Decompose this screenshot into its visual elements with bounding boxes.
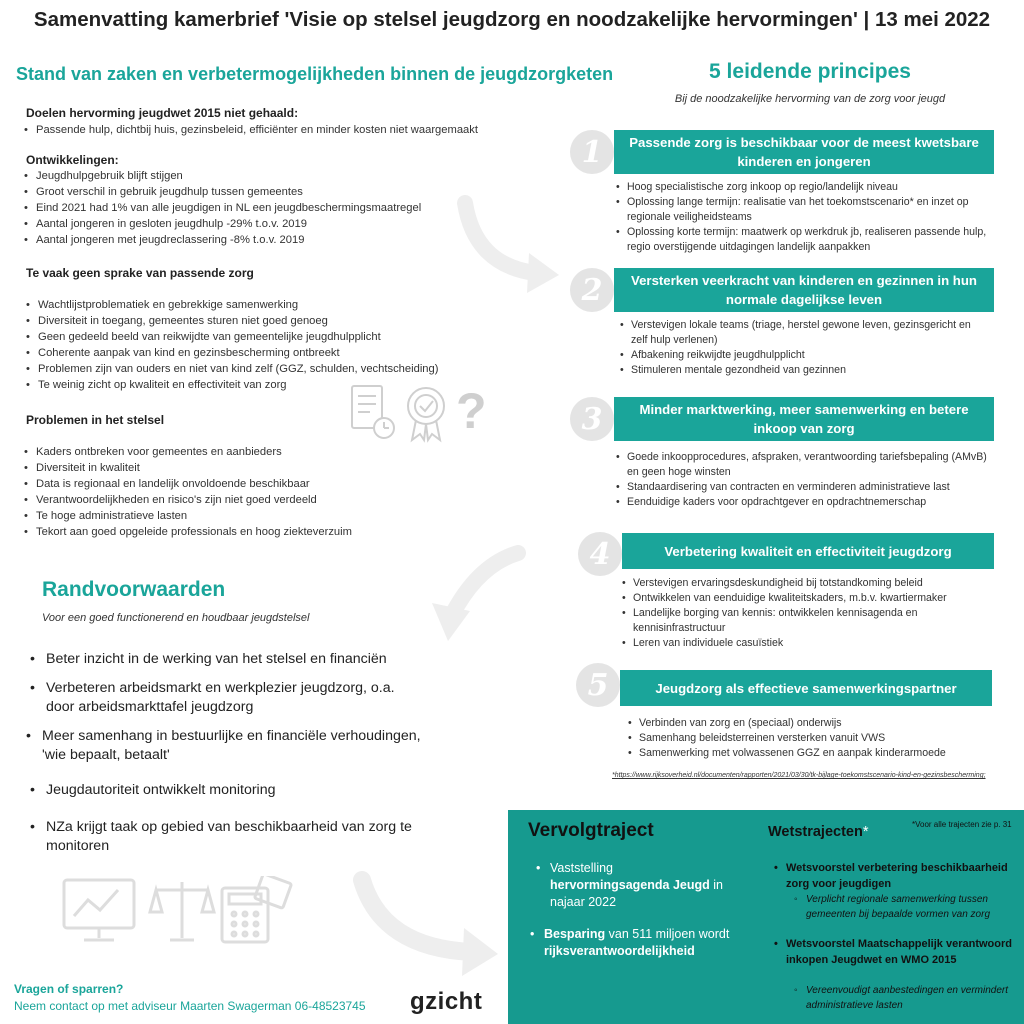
wet-item-2: • Wetsvoorstel Maatschappelijk verantwoord inkopen Jeugdwet en WMO 2015 [774,936,1014,968]
principle-number-3: 3 [570,397,614,441]
list-randvoorwaarden-4 [30,781,450,800]
list-item: • Diversiteit in toegang, gemeentes sturen niet goed genoeg [24,313,438,329]
vervolg-item-2-mid: van 511 miljoen wordt [608,927,730,941]
principle-list-1 [614,180,994,255]
list-item: • Geen gedeeld beeld van reikwijdte van gemeentelijke jeugdhulpplicht [24,329,438,345]
vervolg-item-1 [536,860,746,911]
principle-number-2: 2 [570,268,614,312]
list-item: • Aantal jongeren in gesloten jeugdhulp -29% t.o.v. 2019 [22,216,421,232]
scales-icon [150,882,214,940]
principle-number-5: 5 [576,663,620,707]
list-item: • Verstevigen lokale teams (triage, herstel gewone leven, gezinsgericht en zelf hulp verlenen) [618,318,988,348]
list-item: • Verbinden van zorg en (speciaal) onderwijs [626,716,992,731]
list-item: • NZa krijgt taak op gebied van beschikbaarheid van zorg te monitoren [30,818,440,856]
list-item: • Samenhang beleidsterreinen versterken vanuit VWS [626,731,992,746]
list-item: • Goede inkoopprocedures, afspraken, verantwoording tariefsbepaling (AMvB) en geen hoge winsten [614,450,994,480]
wet-item-1: • Wetsvoorstel verbetering beschikbaarheid zorg voor jeugdigen [774,860,1014,892]
question-mark-icon [456,383,487,439]
list-item: • Oplossing korte termijn: maatwerk op werkdruk jb, realiseren passende hulp, regio overstijgende uitdagingen landelijk aanpakken [614,225,994,255]
wet-item-1-sub: ◦ Verplicht regionale samenwerking tussen gemeenten bij bepaalde vormen van zorg [794,892,1014,922]
section-heading-ontwikkelingen: Ontwikkelingen: [26,153,119,167]
list-item: • Aantal jongeren met jeugdreclassering -8% t.o.v. 2019 [22,232,421,248]
section-heading-stelsel: Problemen in het stelsel [26,413,165,427]
principle-title-2: Versterken veerkracht van kinderen en gezinnen in hun normale dagelijkse leven [614,268,994,312]
principle-list-4 [620,576,990,651]
list-item: • Te hoge administratieve lasten [22,508,352,524]
principle-list-3 [614,450,994,510]
list-randvoorwaarden [30,650,450,669]
principle-list-5 [626,716,992,761]
list-doelen [22,122,478,138]
curved-arrow-icon [352,868,502,978]
contact-heading: Vragen of sparren? [14,982,124,996]
list-item: • Jeugdhulpgebruik blijft stijgen [22,168,421,184]
svg-text:?: ? [456,383,487,439]
vervolg-item-2-bold1: Besparing [544,927,606,941]
curved-arrow-icon [455,195,565,295]
principle-title-4: Verbetering kwaliteit en effectiviteit jeugdzorg [622,533,994,569]
wet-item-2-sub: ◦ Vereenvoudigt aanbestedingen en vermindert administratieve lasten [794,983,1014,1013]
list-randvoorwaarden-3 [26,727,446,765]
list-item: • Data is regionaal en landelijk onvoldoende beschikbaar [22,476,352,492]
list-item: • Meer samenhang in bestuurlijke en financiële verhoudingen, 'wie bepaalt, betaalt' [26,727,446,765]
wetstrajecten-title-text: Wetstrajecten [768,824,863,840]
list-ontwikkelingen [22,168,421,248]
list-item: • Afbakening reikwijdte jeugdhulpplicht [618,348,988,363]
list-stelsel [22,444,352,540]
principle-list-2 [618,318,988,378]
award-badge-icon [408,388,444,440]
decorative-icon-group [348,382,498,444]
list-item: • Eenduidige kaders voor opdrachtgever en opdrachtnemerschap [614,495,994,510]
checklist-clock-icon [352,386,394,438]
list-item: • Tekort aan goed opgeleide professionals en hoog ziekteverzuim [22,524,352,540]
calculator-icon [222,876,292,942]
list-item: • Passende hulp, dichtbij huis, gezinsbeleid, efficiënter en minder kosten niet waargemaakt [22,122,478,138]
list-item: • Oplossing lange termijn: realisatie van het toekomstscenario* en inzet op regionale veiligheidsteams [614,195,994,225]
list-randvoorwaarden-5 [30,818,440,856]
list-item: • Coherente aanpak van kind en gezinsbescherming ontbreekt [24,345,438,361]
list-item: • Stimuleren mentale gezondheid van gezinnen [618,363,988,378]
list-item: • Beter inzicht in de werking van het stelsel en financiën [30,650,450,669]
list-item: • Landelijke borging van kennis: ontwikkelen kennisagenda en kennisinfrastructuur [620,606,990,636]
principle-number-1: 1 [570,130,614,174]
principle-title-3: Minder marktwerking, meer samenwerking en betere inkoop van zorg [614,397,994,441]
list-item: • Problemen zijn van ouders en niet van kind zelf (GGZ, schulden, vechtscheiding) [24,361,438,377]
wetstrajecten-title [768,824,868,840]
vervolg-title: Vervolgtraject [528,820,654,841]
footnote-link[interactable]: *https://www.rijksoverheid.nl/documenten/rapporten/2021/03/30/tk-bijlage-toekomstscenario-kind-en-gezinsbescherming; [612,772,986,779]
principle-number-4: 4 [578,532,622,576]
list-item: • Groot verschil in gebruik jeugdhulp tussen gemeentes [22,184,421,200]
list-item: • Verantwoordelijkheden en risico's zijn niet goed verdeeld [22,492,352,508]
curved-arrow-icon [418,545,528,645]
decorative-bottom-icons [62,876,302,946]
list-passende-zorg [24,297,438,393]
vervolg-item-2 [530,926,754,960]
list-item: • Standaardisering van contracten en verminderen administratieve last [614,480,994,495]
list-item: • Hoog specialistische zorg inkoop op regio/landelijk niveau [614,180,994,195]
list-item: • Verstevigen ervaringsdeskundigheid bij totstandkoming beleid [620,576,990,591]
principle-title-5: Jeugdzorg als effectieve samenwerkingspartner [620,670,992,706]
brand-logo: gzicht [410,988,483,1015]
vervolg-item-1-post: in najaar 2022 [550,878,723,909]
list-item: • Kaders ontbreken voor gemeentes en aanbieders [22,444,352,460]
principle-title-1: Passende zorg is beschikbaar voor de meest kwetsbare kinderen en jongeren [614,130,994,174]
vervolg-item-2-bold2: rijksverantwoordelijkheid [544,944,695,958]
monitor-chart-icon [64,880,134,940]
randvoorwaarden-subtitle: Voor een goed functionerend en houdbaar jeugdstelsel [42,612,310,624]
vervolg-item-1-bold: hervormingsagenda Jeugd [550,878,710,892]
list-item: • Leren van individuele casuïstiek [620,636,990,651]
contact-text: Neem contact op met adviseur Maarten Swagerman 06-48523745 [14,999,366,1013]
list-randvoorwaarden-2 [30,679,410,717]
randvoorwaarden-title: Randvoorwaarden [42,578,226,601]
list-item: • Ontwikkelen van eenduidige kwaliteitskaders, m.b.v. kwartiermaker [620,591,990,606]
list-item: • Samenwerking met volwassenen GGZ en aanpak kinderarmoede [626,746,992,761]
principles-subtitle: Bij de noodzakelijke hervorming van de zorg voor jeugd [674,93,946,105]
wetstrajecten-star: * [862,824,869,840]
section-heading-passende-zorg: Te vaak geen sprake van passende zorg [26,266,254,280]
list-item: • Eind 2021 had 1% van alle jeugdigen in NL een jeugdbeschermingsmaatregel [22,200,421,216]
list-item: • Jeugdautoriteit ontwikkelt monitoring [30,781,450,800]
vervolg-item-1-pre: Vaststelling [550,861,613,875]
left-section-title: Stand van zaken en verbetermogelijkheden binnen de jeugdzorgketen [16,64,614,84]
section-heading-doelen: Doelen hervorming jeugdwet 2015 niet gehaald: [26,106,299,120]
wetstrajecten-note: *Voor alle trajecten zie p. 31 [912,820,1012,829]
list-item: • Te weinig zicht op kwaliteit en effectiviteit van zorg [24,377,438,393]
list-item: • Verbeteren arbeidsmarkt en werkplezier jeugdzorg, o.a. door arbeidsmarkttafel jeugdzorg [30,679,410,717]
principles-title: 5 leidende principes [709,60,911,83]
list-item: • Diversiteit in kwaliteit [22,460,352,476]
page-title: Samenvatting kamerbrief 'Visie op stelsel jeugdzorg en noodzakelijke hervormingen' | 13 mei 2022 [33,8,991,31]
list-item: • Wachtlijstproblematiek en gebrekkige samenwerking [24,297,438,313]
